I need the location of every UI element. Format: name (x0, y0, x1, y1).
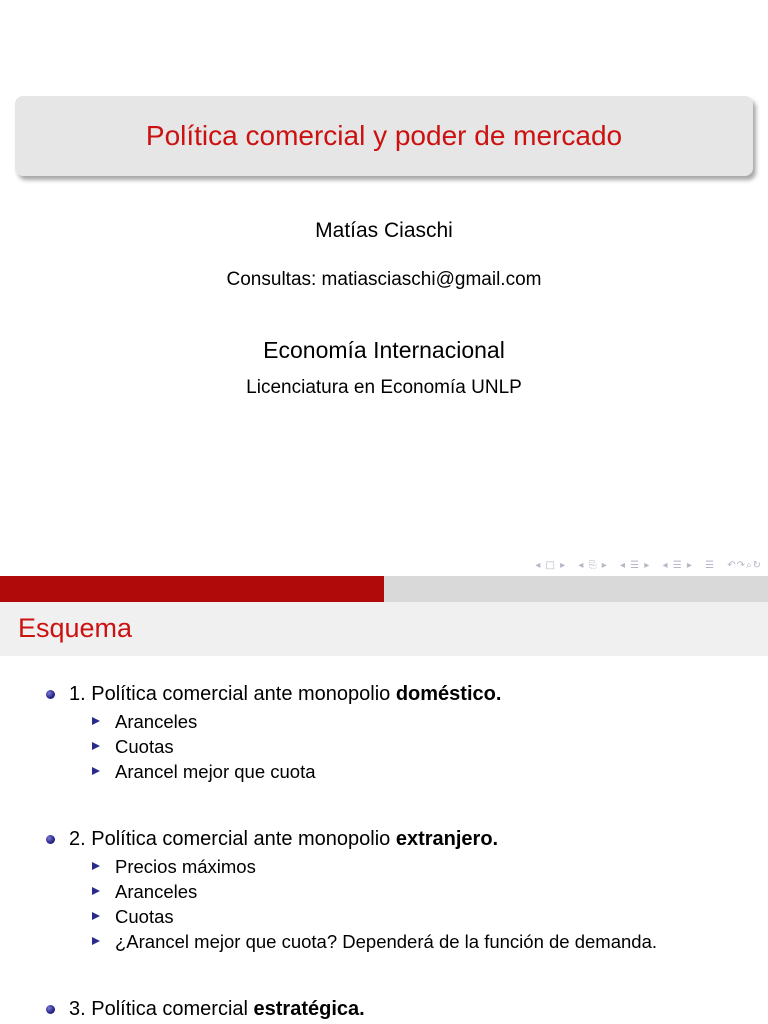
contact-line: Consultas: matiasciaschi@gmail.com (226, 269, 542, 290)
sub-item (0, 854, 768, 879)
presentation-title: Política comercial y poder de mercado (145, 120, 623, 151)
bullet-emphasis: extranjero. (395, 828, 499, 850)
sub-item-text: Arancel mejor que cuota (115, 761, 316, 782)
frame-title: Esquema (18, 613, 133, 643)
nav-frame-icon[interactable]: ◂ □ ▸ (535, 560, 567, 571)
author-name: Matías Ciaschi (315, 219, 453, 242)
sub-item (0, 759, 768, 784)
nav-subsection2-icon[interactable]: ◂ ☰ ▸ (662, 560, 693, 571)
bullet-emphasis: estratégica. (253, 998, 365, 1020)
outline-item (0, 824, 768, 954)
triangle-bullet-icon (92, 717, 100, 725)
bullet-text (69, 824, 498, 854)
sub-item-text: Cuotas (115, 736, 174, 757)
sub-item-text: Aranceles (115, 711, 198, 732)
title-box (15, 96, 753, 176)
ball-bullet-icon (46, 690, 55, 699)
bullet-prefix: 2. Política comercial ante monopolio (69, 828, 396, 850)
sub-item (0, 709, 768, 734)
sub-item-text: ¿Arancel mejor que cuota? Dependerá de la función de demanda. (115, 931, 657, 952)
sub-item (0, 879, 768, 904)
outline-item (0, 679, 768, 784)
sub-item-text: Cuotas (115, 906, 174, 927)
sub-item (0, 929, 768, 954)
bullet-row (0, 824, 768, 854)
progress-fill (0, 576, 384, 602)
ball-bullet-icon (46, 835, 55, 844)
progress-bar (0, 576, 768, 602)
sub-item-text: Aranceles (115, 881, 198, 902)
course-name: Economía Internacional (263, 337, 505, 363)
bullet-text (69, 679, 501, 709)
frame-title-bar (0, 602, 768, 656)
sub-item (0, 904, 768, 929)
triangle-bullet-icon (92, 767, 100, 775)
nav-section-icon[interactable]: ◂ ☰ ▸ (619, 560, 651, 571)
nav-search-icon[interactable]: ↶↷⌕↻ (727, 560, 762, 571)
triangle-bullet-icon (92, 742, 100, 750)
triangle-bullet-icon (92, 912, 100, 920)
nav-document-icon[interactable]: ☰ (705, 560, 716, 571)
beamer-navigation (527, 560, 762, 571)
bullet-row (0, 679, 768, 709)
sub-item-text: Precios máximos (115, 856, 256, 877)
outline-slide (0, 576, 768, 1024)
nav-subsection-icon[interactable]: ◂ ⎘ ▸ (578, 560, 608, 571)
triangle-bullet-icon (92, 937, 100, 945)
bullet-text (69, 994, 365, 1024)
bullet-prefix: 1. Política comercial ante monopolio (69, 683, 396, 705)
ball-bullet-icon (46, 1005, 55, 1014)
bullet-row (0, 994, 768, 1024)
outline-item (0, 994, 768, 1024)
bullet-emphasis: doméstico. (395, 683, 502, 705)
triangle-bullet-icon (92, 887, 100, 895)
bullet-prefix: 3. Política comercial (69, 998, 254, 1020)
sub-item (0, 734, 768, 759)
degree-name: Licenciatura en Economía UNLP (246, 377, 522, 398)
triangle-bullet-icon (92, 862, 100, 870)
